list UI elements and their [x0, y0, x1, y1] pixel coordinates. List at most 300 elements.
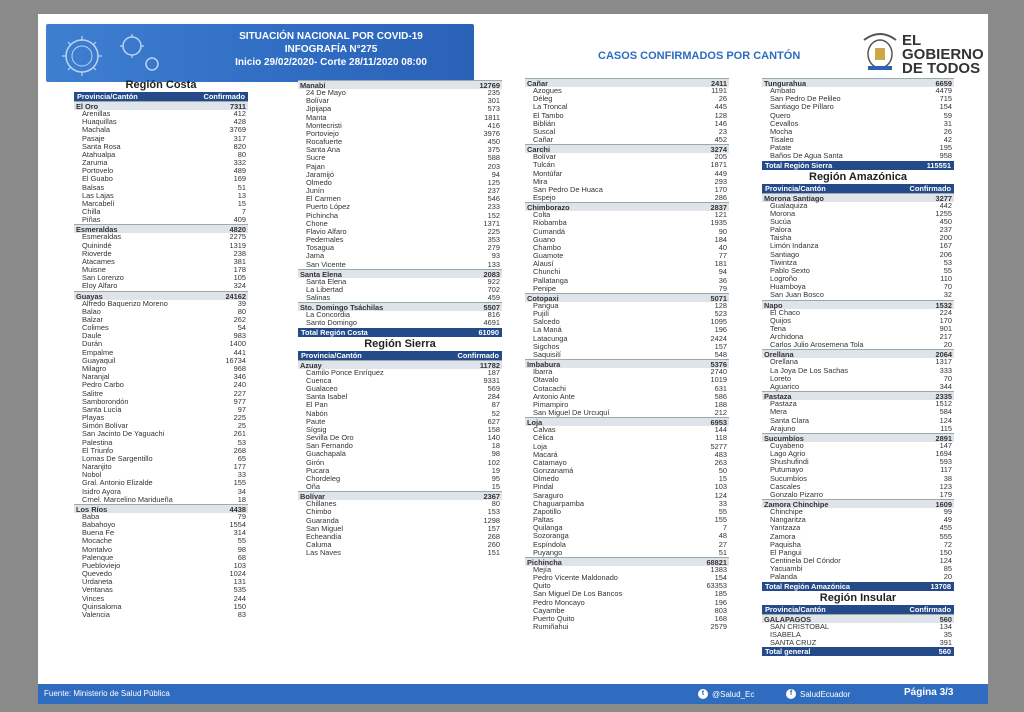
canton-row [525, 228, 729, 236]
canton-row [298, 459, 502, 467]
canton-row [525, 599, 729, 607]
canton-row [762, 383, 954, 391]
canton-row-name: Durán [82, 340, 103, 349]
canton-row-value: 87 [491, 401, 500, 410]
canton-row [525, 500, 729, 508]
canton-row-value: 1255 [935, 209, 952, 218]
title-banner [46, 24, 474, 82]
canton-row-value: 19 [491, 466, 500, 475]
canton-row-value: 151 [487, 549, 500, 558]
canton-row [298, 220, 502, 228]
canton-row [74, 422, 248, 430]
canton-row-name: Balsas [82, 183, 105, 192]
canton-row-value: 284 [487, 393, 500, 402]
canton-row-value: 1512 [935, 400, 952, 409]
canton-row [525, 326, 729, 334]
canton-row-value: 170 [714, 185, 727, 194]
canton-row-name: Yacuambi [770, 565, 803, 574]
canton-row-value: 170 [939, 316, 952, 325]
canton-row [525, 318, 729, 326]
province-row-name: Zamora Chinchipe [764, 500, 829, 510]
canton-row-name: Lago Agrio [770, 450, 806, 459]
canton-row-value: 344 [939, 382, 952, 391]
canton-row-name: Huaquillas [82, 118, 117, 127]
canton-row [525, 566, 729, 574]
canton-row-value: 42 [943, 136, 952, 145]
canton-row [74, 192, 248, 200]
canton-row [525, 426, 729, 434]
canton-row-value: 1400 [229, 340, 246, 349]
canton-row-value: 155 [714, 516, 727, 525]
canton-row-value: 128 [714, 301, 727, 310]
canton-row-value: 144 [714, 426, 727, 435]
canton-row [525, 95, 729, 103]
canton-row [762, 226, 954, 234]
canton-row-name: Junín [306, 187, 325, 196]
canton-row [762, 450, 954, 458]
canton-row-name: Loja [533, 442, 547, 451]
canton-row-name: Arajuno [770, 424, 796, 433]
canton-row-name: Chilla [82, 208, 101, 217]
canton-row-name: Riobamba [533, 219, 567, 228]
canton-row [74, 513, 248, 521]
canton-row-value: 441 [233, 348, 246, 357]
canton-row-name: Pucara [306, 466, 330, 475]
province-row [525, 202, 729, 211]
canton-row-name: Pimampiro [533, 400, 569, 409]
canton-row-name: Oña [306, 483, 320, 492]
canton-row [762, 218, 954, 226]
canton-row-name: Zaruma [82, 159, 108, 168]
canton-row-value: 416 [487, 121, 500, 130]
twitter-text: @Salud_Ec [712, 689, 755, 699]
canton-row-value: 4479 [935, 87, 952, 95]
canton-row-value: 263 [714, 458, 727, 467]
canton-row [298, 212, 502, 220]
canton-row [525, 541, 729, 549]
canton-row-value: 40 [718, 243, 727, 252]
canton-row-value: 131 [233, 578, 246, 587]
canton-row-name: Otavalo [533, 376, 559, 385]
canton-row-name: Arenillas [82, 110, 111, 118]
canton-row [762, 549, 954, 557]
canton-row-value: 715 [939, 95, 952, 104]
province-row-value: 2891 [935, 433, 952, 443]
canton-row-name: El Chaco [770, 308, 800, 317]
canton-row-name: Guamote [533, 252, 564, 261]
canton-row [74, 308, 248, 316]
canton-row [298, 261, 502, 269]
canton-row-value: 820 [233, 142, 246, 151]
canton-row [762, 259, 954, 267]
canton-row-name: Puerto López [306, 203, 350, 212]
canton-row-name: Pallatanga [533, 276, 568, 285]
canton-row-value: 445 [714, 103, 727, 112]
canton-row [74, 611, 248, 619]
canton-row-value: 958 [939, 152, 952, 161]
canton-row-value: 146 [714, 119, 727, 128]
canton-row-value: 977 [233, 397, 246, 406]
canton-row-value: 48 [718, 532, 727, 541]
canton-row-value: 26 [718, 95, 727, 104]
canton-row-value: 203 [487, 162, 500, 171]
canton-row-value: 2579 [710, 623, 727, 632]
canton-row-name: Santa Lucía [82, 405, 122, 414]
region-total-row [762, 161, 954, 170]
canton-row-name: Santo Domingo [306, 319, 357, 328]
canton-row-name: Pujilí [533, 310, 550, 319]
canton-row [298, 89, 502, 97]
province-row [762, 614, 954, 623]
province-row-name: Chimborazo [527, 203, 570, 213]
canton-row-name: La Troncal [533, 103, 568, 112]
canton-row-name: Salinas [306, 294, 331, 303]
canton-row-name: La Libertad [306, 285, 343, 294]
canton-row-name: Penipe [533, 284, 557, 293]
canton-row-name: Yantzaza [770, 524, 801, 533]
canton-row-value: 51 [718, 548, 727, 557]
canton-row [298, 171, 502, 179]
canton-row-value: 187 [487, 368, 500, 377]
province-row [298, 80, 502, 89]
canton-row [298, 401, 502, 409]
canton-row-value: 922 [487, 277, 500, 286]
canton-row-name: Sucumbíos [770, 474, 807, 483]
canton-row-name: Las Naves [306, 549, 341, 558]
canton-row [74, 365, 248, 373]
canton-row-name: La Concordia [306, 311, 350, 320]
column-costa [74, 78, 248, 619]
canton-row [298, 483, 502, 491]
canton-row-name: Quilanga [533, 524, 563, 533]
canton-row-name: Pedro Carbo [82, 381, 124, 390]
canton-row-value: 128 [714, 111, 727, 120]
canton-row [762, 325, 954, 333]
canton-row-name: Shushufindi [770, 458, 809, 467]
canton-row-name: Patate [770, 144, 792, 153]
canton-row-value: 154 [714, 574, 727, 583]
canton-row-value: 98 [491, 450, 500, 459]
canton-row-name: Morona [770, 209, 796, 218]
canton-row-name: Chillanes [306, 500, 337, 509]
canton-row-name: San Vicente [306, 260, 346, 269]
canton-row-value: 7 [722, 524, 727, 533]
canton-row-name: Salitre [82, 389, 103, 398]
province-row [298, 302, 502, 311]
canton-row-value: 125 [487, 178, 500, 187]
facebook-icon: f [786, 689, 796, 699]
canton-row-name: SANTA CRUZ [770, 638, 817, 647]
facebook-text: SaludEcuador [800, 689, 851, 699]
canton-row-name: El Triunfo [82, 446, 114, 455]
canton-row-value: 80 [491, 500, 500, 509]
canton-row-name: Pichincha [306, 211, 339, 220]
canton-row-name: Logroño [770, 275, 798, 284]
province-row-name: Tungurahua [764, 79, 807, 88]
canton-row [525, 443, 729, 451]
canton-row-name: Jaramijó [306, 170, 334, 179]
canton-row-name: Pastaza [770, 400, 797, 409]
canton-row-value: 238 [233, 249, 246, 258]
canton-row [74, 414, 248, 422]
canton-row-name: Urdaneta [82, 578, 113, 587]
title-line-1: SITUACIÓN NACIONAL POR COVID-19 [239, 31, 423, 42]
canton-row-value: 181 [714, 260, 727, 269]
canton-row-name: Pedro Vicente Maldonado [533, 574, 618, 583]
canton-row-value: 31 [943, 119, 952, 128]
canton-row-name: San Jacinto De Yaguachi [82, 430, 165, 439]
canton-row-name: Echeandía [306, 532, 342, 541]
canton-row [762, 442, 954, 450]
canton-row-value: 217 [939, 333, 952, 342]
canton-row [762, 524, 954, 532]
canton-row [298, 525, 502, 533]
canton-row [298, 369, 502, 377]
canton-row-value: 150 [233, 602, 246, 611]
canton-row-value: 157 [487, 524, 500, 533]
canton-row-name: Lomas De Sargentillo [82, 454, 153, 463]
canton-row-name: San Lorenzo [82, 274, 124, 283]
canton-row [298, 195, 502, 203]
facebook-handle[interactable] [786, 689, 850, 699]
canton-row [762, 400, 954, 408]
canton-row-name: Flavio Alfaro [306, 227, 347, 236]
canton-row [74, 216, 248, 224]
canton-row-value: 4691 [483, 319, 500, 328]
canton-row-name: Santiago De Píllaro [770, 103, 834, 112]
canton-row [762, 458, 954, 466]
canton-row-name: Nobol [82, 471, 102, 480]
canton-row-name: Guachapala [306, 450, 346, 459]
canton-row-value: 286 [714, 194, 727, 203]
province-row-value: 6953 [710, 418, 727, 428]
canton-row-name: Sozoranga [533, 532, 569, 541]
canton-row-name: Cumandá [533, 227, 566, 236]
canton-row-value: 1095 [710, 318, 727, 327]
canton-row-name: Milagro [82, 364, 107, 373]
canton-row [74, 266, 248, 274]
canton-row-value: 53 [943, 258, 952, 267]
canton-row-value: 121 [714, 211, 727, 220]
canton-row [298, 393, 502, 401]
region-total-row-value: 560 [938, 647, 951, 657]
canton-row-value: 901 [939, 324, 952, 333]
canton-row [74, 390, 248, 398]
canton-row [762, 103, 954, 111]
canton-row-value: 584 [939, 408, 952, 417]
canton-row-name: Chinchipe [770, 508, 803, 517]
canton-row [298, 130, 502, 138]
canton-row-name: Zapotillo [533, 507, 561, 516]
canton-row-name: Manta [306, 113, 327, 122]
canton-row-name: Valencia [82, 610, 110, 619]
canton-row [762, 87, 954, 95]
table-header-name: Provincia/Cantón [301, 350, 362, 360]
canton-row-name: Latacunga [533, 334, 568, 343]
canton-row-value: 63353 [706, 582, 727, 591]
province-row [762, 391, 954, 400]
twitter-handle[interactable] [698, 689, 754, 699]
canton-row [762, 367, 954, 375]
canton-row-value: 588 [487, 154, 500, 163]
region-title: Región Costa [125, 79, 197, 91]
canton-row-name: Aguarico [770, 382, 800, 391]
canton-row-value: 195 [939, 144, 952, 153]
canton-row [762, 358, 954, 366]
canton-row [762, 112, 954, 120]
region-total-row [298, 328, 502, 337]
canton-row-name: San Pedro De Pelileo [770, 95, 841, 104]
canton-row [74, 439, 248, 447]
canton-row-value: 134 [939, 622, 952, 631]
canton-row-name: San Miguel De Urcuquí [533, 409, 610, 418]
canton-row-value: 18 [491, 442, 500, 451]
canton-row [525, 524, 729, 532]
canton-row-value: 332 [233, 159, 246, 168]
canton-row-name: Isidro Ayora [82, 487, 121, 496]
canton-row [525, 516, 729, 524]
logo-line-2: GOBIERNO [902, 46, 984, 63]
canton-row-name: Muisne [82, 266, 106, 275]
canton-row [762, 95, 954, 103]
canton-row-value: 803 [714, 606, 727, 615]
canton-row-value: 428 [233, 118, 246, 127]
canton-row-value: 184 [714, 235, 727, 244]
region-total-row-value: 13708 [930, 581, 951, 591]
canton-row [525, 277, 729, 285]
canton-row-name: Naranjito [82, 463, 112, 472]
canton-row-name: Guayaquil [82, 356, 116, 365]
canton-row [525, 590, 729, 598]
canton-row-value: 409 [233, 216, 246, 225]
canton-row [74, 381, 248, 389]
canton-row [762, 557, 954, 565]
canton-row [525, 409, 729, 417]
canton-row-name: Santa Elena [306, 277, 347, 286]
canton-row [525, 194, 729, 202]
canton-row-value: 593 [939, 458, 952, 467]
canton-row-value: 523 [714, 310, 727, 319]
canton-row [525, 508, 729, 516]
province-row [762, 499, 954, 508]
canton-row [525, 623, 729, 631]
canton-row [74, 300, 248, 308]
region-total-row-name: Total Región Sierra [765, 160, 833, 170]
canton-row-name: Pajan [306, 162, 325, 171]
canton-row [298, 410, 502, 418]
canton-row [298, 450, 502, 458]
region-total-row [762, 647, 954, 656]
canton-row [298, 442, 502, 450]
canton-row-value: 244 [233, 594, 246, 603]
canton-row-value: 237 [487, 187, 500, 196]
canton-row-value: 546 [487, 195, 500, 204]
canton-row-name: Playas [82, 414, 105, 423]
province-row [525, 78, 729, 87]
canton-row [762, 251, 954, 259]
canton-row [762, 202, 954, 210]
canton-row-value: 412 [233, 110, 246, 118]
province-row [298, 360, 502, 369]
table-header-value: Confirmado [909, 183, 951, 193]
canton-row-name: Gualaquiza [770, 201, 808, 210]
region-total-row-name: Total general [765, 647, 811, 657]
canton-row-name: Ibarra [533, 368, 553, 377]
canton-row-name: Centinela Del Cóndor [770, 557, 841, 566]
province-row-name: Morona Santiago [764, 193, 824, 203]
canton-row-value: 196 [714, 326, 727, 335]
province-row-value: 3277 [935, 193, 952, 203]
canton-row-name: Atahualpa [82, 150, 116, 159]
canton-row-value: 94 [718, 268, 727, 277]
canton-row-name: Quito [533, 582, 551, 591]
province-row-value: 2837 [710, 203, 727, 213]
canton-row [525, 549, 729, 557]
canton-row-name: Palestina [82, 438, 113, 447]
canton-row-value: 32 [943, 291, 952, 300]
canton-row [74, 496, 248, 504]
province-row-value: 2064 [935, 350, 952, 360]
canton-row-value: 333 [939, 366, 952, 375]
province-row-value: 68821 [706, 557, 727, 567]
canton-row-value: 99 [943, 508, 952, 517]
canton-row-value: 27 [718, 540, 727, 549]
canton-row-value: 489 [233, 167, 246, 176]
canton-row-name: Daule [82, 332, 102, 341]
canton-row [298, 319, 502, 327]
canton-row [74, 135, 248, 143]
canton-row-value: 155 [233, 479, 246, 488]
canton-row-name: Bolívar [533, 153, 557, 162]
canton-row-name: Puebloviejo [82, 561, 121, 570]
province-row [762, 300, 954, 309]
canton-row-value: 105 [233, 274, 246, 283]
infographic-page [38, 14, 988, 704]
canton-row-value: 117 [940, 466, 952, 475]
region-total-row [762, 582, 954, 591]
canton-row-value: 381 [233, 257, 246, 266]
canton-row-value: 2275 [229, 233, 246, 242]
canton-row-value: 179 [939, 490, 952, 499]
canton-row-name: Quinsaloma [82, 602, 122, 611]
canton-row-value: 627 [487, 417, 500, 426]
canton-row [74, 274, 248, 282]
canton-row-value: 227 [233, 389, 246, 398]
canton-row [74, 578, 248, 586]
canton-row-value: 140 [487, 434, 500, 443]
canton-row [74, 340, 248, 348]
province-row [525, 293, 729, 302]
canton-row-name: Quevedo [82, 570, 112, 579]
province-row [762, 349, 954, 358]
canton-row-value: 118 [715, 434, 727, 443]
canton-row [74, 357, 248, 365]
canton-row-value: 15 [718, 475, 727, 484]
region-title: Región Insular [819, 591, 897, 604]
canton-row [762, 516, 954, 524]
canton-row-value: 1298 [483, 516, 500, 525]
province-row [525, 359, 729, 368]
canton-row-value: 35 [943, 630, 952, 639]
province-row-value: 5071 [710, 293, 727, 303]
canton-row-name: Santa Isabel [306, 393, 348, 402]
canton-row [525, 385, 729, 393]
logo-line-1: EL [902, 32, 922, 49]
canton-row [74, 471, 248, 479]
province-row-name: Manabí [300, 81, 326, 90]
canton-row-value: 80 [237, 150, 246, 159]
canton-row-value: 375 [487, 146, 500, 155]
